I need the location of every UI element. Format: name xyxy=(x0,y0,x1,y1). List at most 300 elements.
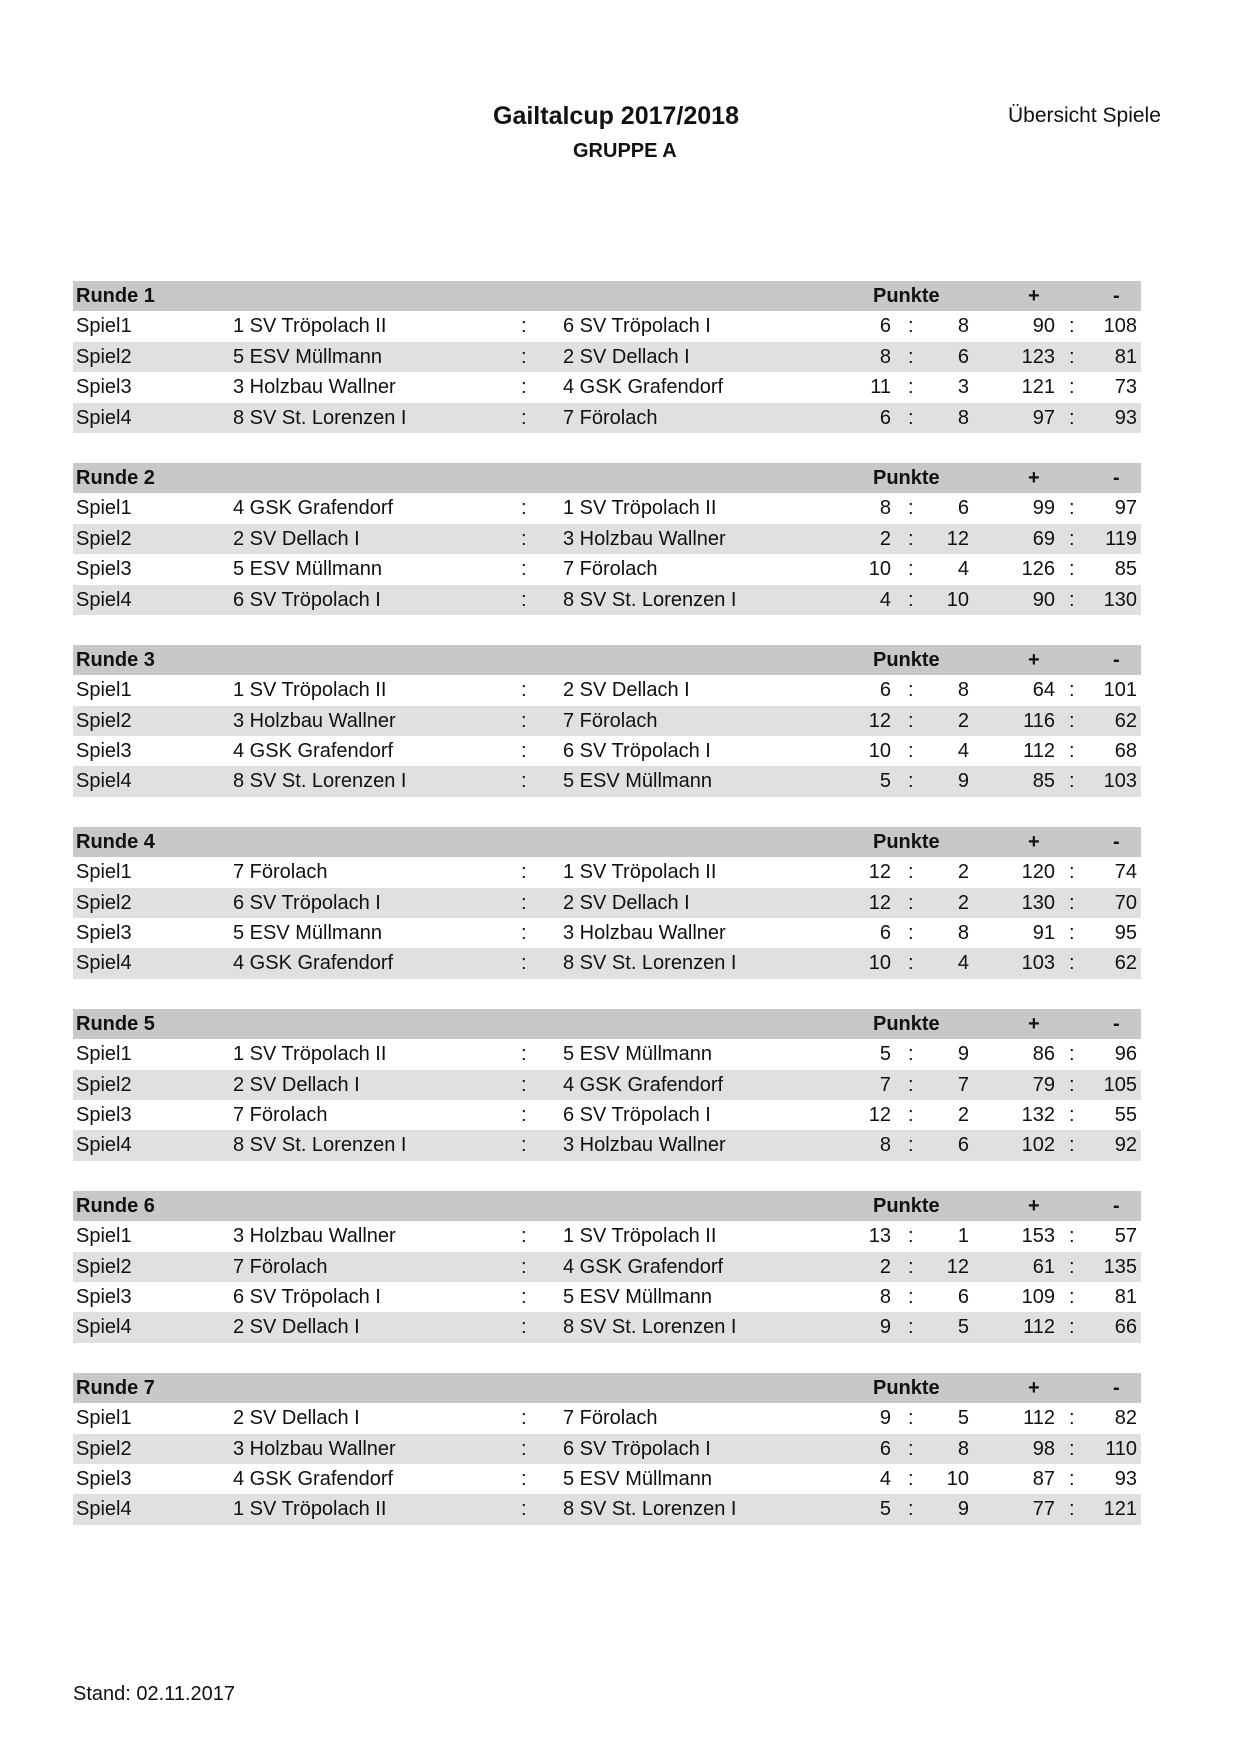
score-minus: 95 xyxy=(1114,922,1137,945)
away-team: 2 SV Dellach I xyxy=(563,345,690,368)
points-separator: : xyxy=(908,709,914,732)
points-away: 5 xyxy=(957,1316,969,1339)
home-team: 4 GSK Grafendorf xyxy=(233,740,394,763)
score-separator: : xyxy=(1069,1134,1075,1157)
home-team: 5 ESV Müllmann xyxy=(233,922,382,945)
score-minus: 68 xyxy=(1114,740,1137,763)
team-separator: : xyxy=(521,1498,527,1521)
game-row xyxy=(73,1464,1141,1494)
home-team: 7 Förolach xyxy=(233,1255,328,1278)
score-separator: : xyxy=(1069,527,1075,550)
game-row xyxy=(73,918,1141,948)
team-separator: : xyxy=(521,345,527,368)
points-home: 9 xyxy=(879,1407,891,1430)
score-minus: 62 xyxy=(1114,709,1137,732)
round-block xyxy=(73,1373,1141,1525)
minus-header: - xyxy=(1113,830,1120,853)
game-label: Spiel3 xyxy=(76,740,132,763)
game-label: Spiel4 xyxy=(76,588,132,611)
score-plus: 120 xyxy=(1021,861,1055,884)
away-team: 5 ESV Müllmann xyxy=(563,1043,712,1066)
points-home: 6 xyxy=(879,1437,891,1460)
game-label: Spiel1 xyxy=(76,861,132,884)
score-plus: 77 xyxy=(1032,1498,1055,1521)
home-team: 3 Holzbau Wallner xyxy=(233,709,396,732)
score-separator: : xyxy=(1069,952,1075,975)
score-minus: 121 xyxy=(1103,1498,1137,1521)
team-separator: : xyxy=(521,406,527,429)
plus-header: + xyxy=(1028,830,1040,853)
home-team: 6 SV Tröpolach I xyxy=(233,588,381,611)
home-team: 1 SV Tröpolach II xyxy=(233,315,387,338)
away-team: 4 GSK Grafendorf xyxy=(563,1255,724,1278)
score-minus: 93 xyxy=(1114,406,1137,429)
score-separator: : xyxy=(1069,740,1075,763)
round-block xyxy=(73,463,1141,615)
away-team: 5 ESV Müllmann xyxy=(563,1467,712,1490)
points-home: 9 xyxy=(879,1316,891,1339)
away-team: 1 SV Tröpolach II xyxy=(563,497,717,520)
score-plus: 112 xyxy=(1023,1407,1055,1430)
home-team: 3 Holzbau Wallner xyxy=(233,376,396,399)
minus-header: - xyxy=(1113,648,1120,671)
home-team: 2 SV Dellach I xyxy=(233,527,360,550)
team-separator: : xyxy=(521,770,527,793)
points-separator: : xyxy=(908,1437,914,1460)
game-label: Spiel3 xyxy=(76,922,132,945)
points-home: 8 xyxy=(879,1134,891,1157)
round-header xyxy=(73,1373,1141,1403)
score-minus: 97 xyxy=(1114,497,1137,520)
minus-header: - xyxy=(1113,466,1120,489)
points-separator: : xyxy=(908,861,914,884)
away-team: 5 ESV Müllmann xyxy=(563,1285,712,1308)
score-separator: : xyxy=(1069,406,1075,429)
score-separator: : xyxy=(1069,1225,1075,1248)
game-row xyxy=(73,1070,1141,1100)
points-away: 5 xyxy=(957,1407,969,1430)
team-separator: : xyxy=(521,709,527,732)
score-plus: 90 xyxy=(1032,315,1055,338)
game-label: Spiel4 xyxy=(76,770,132,793)
score-separator: : xyxy=(1069,1316,1075,1339)
points-separator: : xyxy=(908,497,914,520)
score-minus: 82 xyxy=(1114,1407,1137,1430)
score-plus: 132 xyxy=(1021,1103,1055,1126)
round-label: Runde 6 xyxy=(76,1194,155,1217)
points-away: 12 xyxy=(946,1255,969,1278)
points-away: 9 xyxy=(957,1043,969,1066)
points-away: 6 xyxy=(957,497,969,520)
game-label: Spiel2 xyxy=(76,891,132,914)
plus-header: + xyxy=(1028,466,1040,489)
away-team: 6 SV Tröpolach I xyxy=(563,740,711,763)
points-away: 4 xyxy=(957,740,969,763)
round-label: Runde 3 xyxy=(76,648,155,671)
score-minus: 110 xyxy=(1105,1437,1137,1460)
score-plus: 86 xyxy=(1032,1043,1055,1066)
away-team: 8 SV St. Lorenzen I xyxy=(563,952,737,975)
game-label: Spiel4 xyxy=(76,952,132,975)
game-row xyxy=(73,766,1141,796)
game-row xyxy=(73,585,1141,615)
overview-label: Übersicht Spiele xyxy=(1008,104,1161,127)
score-minus: 66 xyxy=(1114,1316,1137,1339)
score-separator: : xyxy=(1069,1407,1075,1430)
points-separator: : xyxy=(908,1285,914,1308)
away-team: 8 SV St. Lorenzen I xyxy=(563,588,737,611)
team-separator: : xyxy=(521,1467,527,1490)
score-plus: 126 xyxy=(1021,558,1055,581)
away-team: 5 ESV Müllmann xyxy=(563,770,712,793)
points-separator: : xyxy=(908,952,914,975)
game-row xyxy=(73,1282,1141,1312)
points-separator: : xyxy=(908,406,914,429)
score-minus: 74 xyxy=(1114,861,1137,884)
points-header: Punkte xyxy=(873,1376,940,1399)
game-label: Spiel1 xyxy=(76,497,132,520)
points-header: Punkte xyxy=(873,1194,940,1217)
score-plus: 153 xyxy=(1021,1225,1055,1248)
points-home: 6 xyxy=(879,922,891,945)
points-separator: : xyxy=(908,679,914,702)
home-team: 6 SV Tröpolach I xyxy=(233,1285,381,1308)
team-separator: : xyxy=(521,679,527,702)
score-separator: : xyxy=(1069,497,1075,520)
score-minus: 57 xyxy=(1114,1225,1137,1248)
game-label: Spiel2 xyxy=(76,1073,132,1096)
game-row xyxy=(73,311,1141,341)
points-away: 8 xyxy=(957,1437,969,1460)
game-label: Spiel2 xyxy=(76,345,132,368)
points-separator: : xyxy=(908,558,914,581)
home-team: 7 Förolach xyxy=(233,861,328,884)
team-separator: : xyxy=(521,1043,527,1066)
points-away: 10 xyxy=(946,588,969,611)
points-separator: : xyxy=(908,922,914,945)
home-team: 8 SV St. Lorenzen I xyxy=(233,1134,407,1157)
score-separator: : xyxy=(1069,558,1075,581)
score-minus: 130 xyxy=(1103,588,1137,611)
rounds-table xyxy=(73,281,1141,1555)
score-minus: 73 xyxy=(1114,376,1137,399)
game-label: Spiel3 xyxy=(76,1467,132,1490)
score-plus: 64 xyxy=(1032,679,1055,702)
away-team: 4 GSK Grafendorf xyxy=(563,1073,724,1096)
score-minus: 105 xyxy=(1103,1073,1137,1096)
home-team: 1 SV Tröpolach II xyxy=(233,1498,387,1521)
home-team: 2 SV Dellach I xyxy=(233,1073,360,1096)
team-separator: : xyxy=(521,1437,527,1460)
score-plus: 130 xyxy=(1021,891,1055,914)
round-block xyxy=(73,1191,1141,1343)
game-row xyxy=(73,888,1141,918)
game-label: Spiel3 xyxy=(76,376,132,399)
score-plus: 123 xyxy=(1021,345,1055,368)
score-plus: 61 xyxy=(1032,1255,1055,1278)
points-away: 2 xyxy=(957,861,969,884)
game-label: Spiel3 xyxy=(76,558,132,581)
home-team: 5 ESV Müllmann xyxy=(233,558,382,581)
points-home: 4 xyxy=(879,588,891,611)
team-separator: : xyxy=(521,1407,527,1430)
round-label: Runde 7 xyxy=(76,1376,155,1399)
game-row xyxy=(73,948,1141,978)
score-separator: : xyxy=(1069,376,1075,399)
game-row xyxy=(73,1130,1141,1160)
points-home: 5 xyxy=(879,1043,891,1066)
points-away: 4 xyxy=(957,952,969,975)
points-away: 12 xyxy=(946,527,969,550)
home-team: 8 SV St. Lorenzen I xyxy=(233,770,407,793)
game-label: Spiel4 xyxy=(76,1498,132,1521)
points-separator: : xyxy=(908,1316,914,1339)
game-row xyxy=(73,1039,1141,1069)
round-block xyxy=(73,645,1141,797)
game-row xyxy=(73,342,1141,372)
score-plus: 109 xyxy=(1021,1285,1055,1308)
away-team: 7 Förolach xyxy=(563,709,658,732)
points-home: 13 xyxy=(868,1225,891,1248)
points-home: 6 xyxy=(879,315,891,338)
points-home: 10 xyxy=(868,558,891,581)
points-away: 6 xyxy=(957,1285,969,1308)
points-home: 12 xyxy=(868,709,891,732)
plus-header: + xyxy=(1028,1376,1040,1399)
points-home: 2 xyxy=(879,1255,891,1278)
team-separator: : xyxy=(521,558,527,581)
home-team: 4 GSK Grafendorf xyxy=(233,952,394,975)
score-minus: 119 xyxy=(1105,527,1137,550)
round-header xyxy=(73,1009,1141,1039)
score-minus: 81 xyxy=(1114,1285,1137,1308)
points-header: Punkte xyxy=(873,1012,940,1035)
points-home: 12 xyxy=(868,891,891,914)
points-header: Punkte xyxy=(873,830,940,853)
score-plus: 85 xyxy=(1032,770,1055,793)
points-separator: : xyxy=(908,740,914,763)
team-separator: : xyxy=(521,1103,527,1126)
points-separator: : xyxy=(908,1043,914,1066)
points-home: 10 xyxy=(868,740,891,763)
plus-header: + xyxy=(1028,1012,1040,1035)
game-row xyxy=(73,736,1141,766)
home-team: 1 SV Tröpolach II xyxy=(233,1043,387,1066)
game-row xyxy=(73,1312,1141,1342)
score-minus: 81 xyxy=(1114,345,1137,368)
points-home: 12 xyxy=(868,861,891,884)
score-minus: 103 xyxy=(1103,770,1137,793)
score-minus: 62 xyxy=(1114,952,1137,975)
points-separator: : xyxy=(908,1225,914,1248)
points-header: Punkte xyxy=(873,285,940,307)
round-label: Runde 5 xyxy=(76,1012,155,1035)
game-label: Spiel3 xyxy=(76,1285,132,1308)
home-team: 7 Förolach xyxy=(233,1103,328,1126)
points-home: 5 xyxy=(879,770,891,793)
score-plus: 103 xyxy=(1021,952,1055,975)
away-team: 8 SV St. Lorenzen I xyxy=(563,1498,737,1521)
points-separator: : xyxy=(908,527,914,550)
points-away: 4 xyxy=(957,558,969,581)
away-team: 7 Förolach xyxy=(563,406,658,429)
home-team: 3 Holzbau Wallner xyxy=(233,1225,396,1248)
away-team: 1 SV Tröpolach II xyxy=(563,1225,717,1248)
round-header xyxy=(73,827,1141,857)
game-label: Spiel2 xyxy=(76,1437,132,1460)
team-separator: : xyxy=(521,315,527,338)
away-team: 7 Förolach xyxy=(563,558,658,581)
team-separator: : xyxy=(521,588,527,611)
round-label: Runde 2 xyxy=(76,466,155,489)
minus-header: - xyxy=(1113,1376,1120,1399)
points-separator: : xyxy=(908,1073,914,1096)
home-team: 8 SV St. Lorenzen I xyxy=(233,406,407,429)
points-home: 6 xyxy=(879,679,891,702)
team-separator: : xyxy=(521,1225,527,1248)
points-separator: : xyxy=(908,770,914,793)
away-team: 3 Holzbau Wallner xyxy=(563,527,726,550)
points-away: 10 xyxy=(946,1467,969,1490)
home-team: 3 Holzbau Wallner xyxy=(233,1437,396,1460)
game-label: Spiel1 xyxy=(76,1407,132,1430)
points-home: 12 xyxy=(868,1103,891,1126)
away-team: 6 SV Tröpolach I xyxy=(563,1437,711,1460)
score-minus: 96 xyxy=(1114,1043,1137,1066)
score-plus: 79 xyxy=(1032,1073,1055,1096)
points-away: 2 xyxy=(957,891,969,914)
score-separator: : xyxy=(1069,1073,1075,1096)
game-label: Spiel1 xyxy=(76,1043,132,1066)
score-plus: 91 xyxy=(1032,922,1055,945)
round-header xyxy=(73,645,1141,675)
game-label: Spiel1 xyxy=(76,679,132,702)
game-row xyxy=(73,1100,1141,1130)
score-separator: : xyxy=(1069,1103,1075,1126)
score-separator: : xyxy=(1069,1498,1075,1521)
points-home: 8 xyxy=(879,1285,891,1308)
away-team: 3 Holzbau Wallner xyxy=(563,1134,726,1157)
game-row xyxy=(73,857,1141,887)
score-separator: : xyxy=(1069,345,1075,368)
points-separator: : xyxy=(908,1103,914,1126)
score-minus: 108 xyxy=(1103,315,1137,338)
team-separator: : xyxy=(521,891,527,914)
round-header xyxy=(73,1191,1141,1221)
round-label: Runde 1 xyxy=(76,285,155,307)
game-label: Spiel1 xyxy=(76,1225,132,1248)
points-separator: : xyxy=(908,1255,914,1278)
score-separator: : xyxy=(1069,1437,1075,1460)
score-separator: : xyxy=(1069,1255,1075,1278)
page-title: Gailtalcup 2017/2018 xyxy=(493,102,739,130)
team-separator: : xyxy=(521,1316,527,1339)
score-separator: : xyxy=(1069,1043,1075,1066)
team-separator: : xyxy=(521,1073,527,1096)
team-separator: : xyxy=(521,740,527,763)
score-separator: : xyxy=(1069,861,1075,884)
points-away: 9 xyxy=(957,1498,969,1521)
plus-header: + xyxy=(1028,648,1040,671)
score-separator: : xyxy=(1069,891,1075,914)
points-home: 2 xyxy=(879,527,891,550)
score-plus: 90 xyxy=(1032,588,1055,611)
points-away: 6 xyxy=(957,345,969,368)
score-plus: 99 xyxy=(1032,497,1055,520)
score-separator: : xyxy=(1069,315,1075,338)
away-team: 7 Förolach xyxy=(563,1407,658,1430)
game-label: Spiel4 xyxy=(76,1316,132,1339)
away-team: 3 Holzbau Wallner xyxy=(563,922,726,945)
game-row xyxy=(73,1221,1141,1251)
points-away: 8 xyxy=(957,406,969,429)
points-separator: : xyxy=(908,891,914,914)
game-label: Spiel3 xyxy=(76,1103,132,1126)
game-row xyxy=(73,1252,1141,1282)
plus-header: + xyxy=(1028,285,1040,307)
team-separator: : xyxy=(521,376,527,399)
away-team: 6 SV Tröpolach I xyxy=(563,1103,711,1126)
away-team: 1 SV Tröpolach II xyxy=(563,861,717,884)
score-minus: 55 xyxy=(1114,1103,1137,1126)
score-plus: 112 xyxy=(1023,740,1055,763)
points-away: 7 xyxy=(957,1073,969,1096)
away-team: 8 SV St. Lorenzen I xyxy=(563,1316,737,1339)
home-team: 5 ESV Müllmann xyxy=(233,345,382,368)
score-minus: 135 xyxy=(1103,1255,1137,1278)
points-home: 5 xyxy=(879,1498,891,1521)
game-row xyxy=(73,403,1141,433)
away-team: 2 SV Dellach I xyxy=(563,679,690,702)
game-label: Spiel4 xyxy=(76,1134,132,1157)
minus-header: - xyxy=(1113,285,1120,307)
round-block xyxy=(73,1009,1141,1161)
game-row xyxy=(73,493,1141,523)
points-home: 10 xyxy=(868,952,891,975)
points-home: 6 xyxy=(879,406,891,429)
game-label: Spiel4 xyxy=(76,406,132,429)
points-home: 8 xyxy=(879,497,891,520)
score-separator: : xyxy=(1069,922,1075,945)
points-away: 9 xyxy=(957,770,969,793)
score-plus: 97 xyxy=(1032,406,1055,429)
home-team: 4 GSK Grafendorf xyxy=(233,1467,394,1490)
score-plus: 69 xyxy=(1032,527,1055,550)
home-team: 2 SV Dellach I xyxy=(233,1407,360,1430)
points-separator: : xyxy=(908,345,914,368)
home-team: 4 GSK Grafendorf xyxy=(233,497,394,520)
away-team: 4 GSK Grafendorf xyxy=(563,376,724,399)
points-separator: : xyxy=(908,1467,914,1490)
points-away: 6 xyxy=(957,1134,969,1157)
status-date: Stand: 02.11.2017 xyxy=(73,1683,235,1705)
round-header xyxy=(73,463,1141,493)
points-away: 8 xyxy=(957,315,969,338)
group-subtitle: GRUPPE A xyxy=(573,140,677,162)
game-row xyxy=(73,1403,1141,1433)
game-label: Spiel1 xyxy=(76,315,132,338)
score-minus: 85 xyxy=(1114,558,1137,581)
points-away: 1 xyxy=(957,1225,969,1248)
game-row xyxy=(73,1434,1141,1464)
points-separator: : xyxy=(908,588,914,611)
game-row xyxy=(73,524,1141,554)
team-separator: : xyxy=(521,861,527,884)
points-header: Punkte xyxy=(873,466,940,489)
points-home: 4 xyxy=(879,1467,891,1490)
game-row xyxy=(73,554,1141,584)
score-plus: 112 xyxy=(1023,1316,1055,1339)
